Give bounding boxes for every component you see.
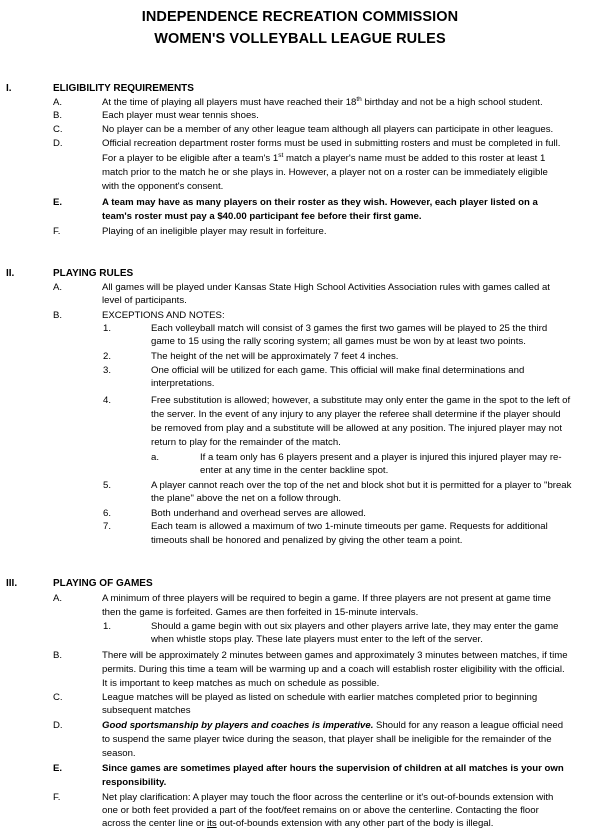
section-title: ELIGIBILITY REQUIREMENTS: [53, 83, 194, 94]
section-numeral: III.: [6, 578, 18, 589]
document-title-line2: WOMEN'S VOLLEYBALL LEAGUE RULES: [154, 31, 446, 47]
section-title: PLAYING RULES: [53, 268, 134, 279]
section-numeral: I.: [6, 83, 12, 94]
section-numeral: II.: [6, 268, 15, 279]
rule-text: At the time of playing all players must have reached their 18th birthday and not be a high school student.: [102, 96, 543, 108]
document-title-line1: INDEPENDENCE RECREATION COMMISSION: [141, 9, 459, 25]
section-title: PLAYING OF GAMES: [53, 578, 153, 589]
rules-document: INDEPENDENCE RECREATION COMMISSION WOMEN'S VOLLEYBALL LEAGUE RULES I. ELIGIBILITY REQUIREMENTS A. At the time of playing all players must have reached their 18th birthday and not be a high school student. B. Each player must wear tennis shoes. C. No player can be a member of any other league team although all players can participate in other leagues. D. Official recreation department roster forms must be used in submitting rosters and must be completed in full. For a player to be eligible after a team's 1st match a player's name must be added to this roster at least 1 match prior to the match he or she plays in. However, a player not on a roster can be immediately eligible with the opponent's consent. E. A team may have as many players on their roster as they wish. However, each player listed on a team's roster must pay a $40.00 participant fee before their first game. F. Playing of an ineligible player may result in forfeiture. II. PLAYING RULES A. All games will be played under Kansas State High School Activities Association rules with games called at level of participants. B. EXCEPTIONS AND NOTES: 1. Each volleyball match will consist of 3 games the first two games will be played to 25 the third game to 15 using the rally scoring system; all games must be won by at least two points. 2. The height of the net will be approximately 7 feet 4 inches. 3. One official will be utilized for each game. This official will make final determinations and interpretations. 4. Free substitution is allowed; however, a substitute may only enter the game in the spot to the left of the server. In the event of any injury to any player the referee shall determine if the player should be removed from play and a substitute will be allowed at any position. The injured player may not return to play for the remainder of the match. a. If a team only has 6 players present and a player is injured this injured player may re- enter at any time in the center backline spot. 5. A player cannot reach over the top of the net and block shot but it is permitted for a player to "break the plane" above the net on a follow through. 6. Both underhand and overhead serves are allowed. 7. Each team is allowed a maximum of two 1-minute timeouts per game. Requests for additional timeouts shall be honored and penalized by giving the other team a point. III. PLAYING OF GAMES A. A minimum of three players will be required to begin a game. If three players are not present at game time then the game is forfeited. Games are then forfeited in 15-minute intervals. 1. Should a game begin with out six players and other players arrive late, they may enter the game when whistle stops play. These late players must enter to the left of the server. B. There will be approximately 2 minutes between games and approximately 3 minutes between matches, if time permits. During this time a team will be warming up and a coach will establish roster eligibility with the official. It is important to keep matches as much on schedule as possible. C. League matches will be played as listed on schedule with earlier matches completed prior to beginning subsequent matches D. Good sportsmanship by players and coaches is imperative. Should for any reason a league official need to suspend the same player twice during the season, that player shall be ineligible for the remainder of the season. E. Since games are sometimes played after hours the supervision of children at all matches is your own responsibility. F. Net play clarification: A player may touch the floor across the centerline or it's out-of-bounds extension with one or both feet provided a part of the foot/feet remains on or above the centerline. Contacting the floor across the center line or its out-of-bounds extension with any other part of the body is illegal.: [0, 0, 600, 833]
rule-label: A.: [53, 97, 63, 108]
